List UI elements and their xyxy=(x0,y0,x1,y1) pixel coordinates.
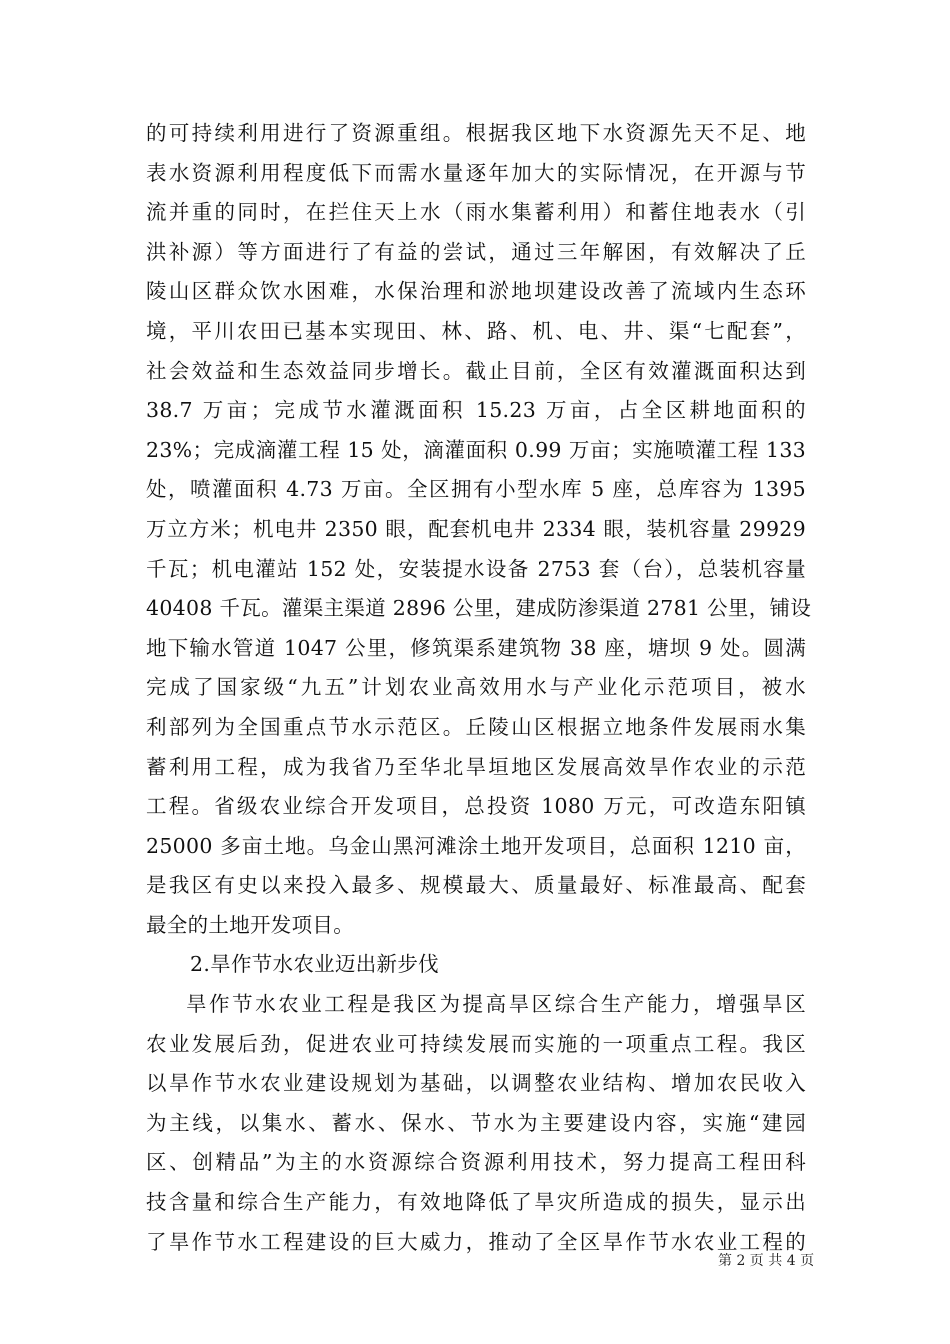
text-line: 38.7 万亩；完成节水灌溉面积 15.23 万亩，占全区耕地面积的 xyxy=(146,398,806,423)
document-body xyxy=(146,114,812,1262)
text-line: 万立方米；机电井 2350 眼，配套机电井 2334 眼，装机容量 29929 xyxy=(146,516,806,541)
text-line: 技含量和综合生产能力，有效地降低了旱灾所造成的损失，显示出 xyxy=(146,1190,806,1215)
text-line: 社会效益和生态效益同步增长。截止目前，全区有效灌溉面积达到 xyxy=(146,358,806,383)
text-line: 是我区有史以来投入最多、规模最大、质量最好、标准最高、配套 xyxy=(146,873,806,898)
text-line: 为主线，以集水、蓄水、保水、节水为主要建设内容，实施“建园 xyxy=(146,1110,806,1135)
text-line: 旱作节水农业工程是我区为提高旱区综合生产能力，增强旱区 xyxy=(186,992,806,1017)
text-line: 流并重的同时，在拦住天上水（雨水集蓄利用）和蓄住地表水（引 xyxy=(146,200,806,225)
text-line: 区、创精品”为主的水资源综合资源利用技术，努力提高工程田科 xyxy=(146,1150,806,1175)
text-line: 25000 多亩土地。乌金山黑河滩涂土地开发项目，总面积 1210 亩， xyxy=(146,833,806,858)
text-line: 蓄利用工程，成为我省乃至华北旱垣地区发展高效旱作农业的示范 xyxy=(146,754,806,779)
text-line: 洪补源）等方面进行了有益的尝试，通过三年解困，有效解决了丘 xyxy=(146,239,806,264)
text-line: 处，喷灌面积 4.73 万亩。全区拥有小型水库 5 座，总库容为 1395 xyxy=(146,477,806,502)
text-line: 地下输水管道 1047 公里，修筑渠系建筑物 38 座，塘坝 9 处。圆满 xyxy=(146,635,806,660)
text-line: 40408 千瓦。灌渠主渠道 2896 公里，建成防渗渠道 2781 公里，铺设 xyxy=(146,596,812,621)
page-number: 第 2 页 共 4 页 xyxy=(718,1253,815,1269)
text-line: 千瓦；机电灌站 152 处，安装提水设备 2753 套（台），总装机容量 xyxy=(146,556,806,581)
text-line: 的可持续利用进行了资源重组。根据我区地下水资源先天不足、地 xyxy=(146,121,806,145)
text-line: 境，平川农田已基本实现田、林、路、机、电、井、渠“七配套”， xyxy=(146,318,806,343)
section-heading: 2.旱作节水农业迈出新步伐 xyxy=(190,952,439,977)
text-line: 利部列为全国重点节水示范区。丘陵山区根据立地条件发展雨水集 xyxy=(146,714,806,739)
text-line: 了旱作节水工程建设的巨大威力，推动了全区旱作节水农业工程的 xyxy=(146,1229,806,1254)
text-line: 陵山区群众饮水困难，水保治理和淤地坝建设改善了流域内生态环 xyxy=(146,279,806,304)
text-line: 农业发展后劲，促进农业可持续发展而实施的一项重点工程。我区 xyxy=(146,1031,806,1056)
text-line: 最全的土地开发项目。 xyxy=(146,912,354,937)
text-line: 表水资源利用程度低下而需水量逐年加大的实际情况，在开源与节 xyxy=(146,160,806,185)
text-line: 以旱作节水农业建设规划为基础，以调整农业结构、增加农民收入 xyxy=(146,1071,806,1096)
text-line: 完成了国家级“九五”计划农业高效用水与产业化示范项目，被水 xyxy=(146,675,806,700)
text-line: 23%；完成滴灌工程 15 处，滴灌面积 0.99 万亩；实施喷灌工程 133 xyxy=(146,437,806,462)
text-line: 工程。省级农业综合开发项目，总投资 1080 万元，可改造东阳镇 xyxy=(146,794,806,819)
